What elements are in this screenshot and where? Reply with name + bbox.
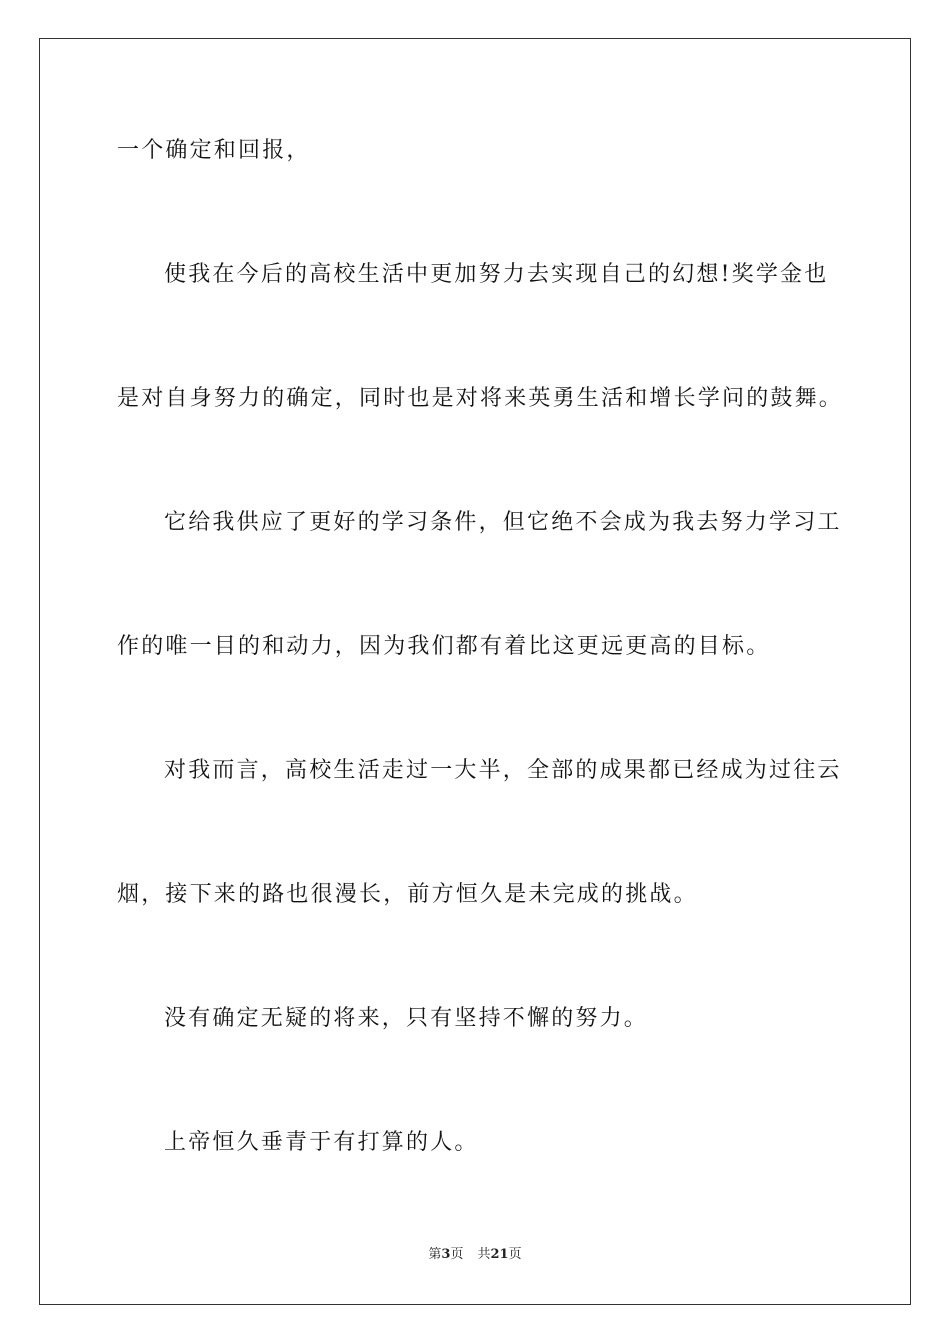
footer-page-prefix: 第 [428,1247,442,1262]
page-footer [0,1246,950,1264]
paragraph-line-4: 它给我供应了更好的学习条件，但它绝不会成为我去努力学习工 [164,510,842,535]
footer-total-suffix: 页 [508,1247,522,1262]
paragraph-line-8: 没有确定无疑的将来，只有坚持不懈的努力。 [164,1006,649,1031]
page-frame [39,38,911,1305]
paragraph-line-7: 烟，接下来的路也很漫长，前方恒久是未完成的挑战。 [117,882,698,907]
footer-total-prefix: 共 [477,1247,491,1262]
footer-page-suffix: 页 [450,1247,464,1262]
paragraph-line-9: 上帝恒久垂青于有打算的人。 [164,1130,479,1155]
footer-page-number: 3 [441,1247,451,1262]
footer-total-pages: 21 [490,1247,509,1262]
paragraph-line-2: 使我在今后的高校生活中更加努力去实现自己的幻想!奖学金也 [164,262,829,287]
paragraph-line-1: 一个确定和回报， [117,138,311,163]
paragraph-line-6: 对我而言，高校生活走过一大半，全部的成果都已经成为过往云 [164,758,842,783]
paragraph-line-3: 是对自身努力的确定，同时也是对将来英勇生活和增长学问的鼓舞。 [117,386,844,411]
paragraph-line-5: 作的唯一目的和动力，因为我们都有着比这更远更高的目标。 [117,634,771,659]
